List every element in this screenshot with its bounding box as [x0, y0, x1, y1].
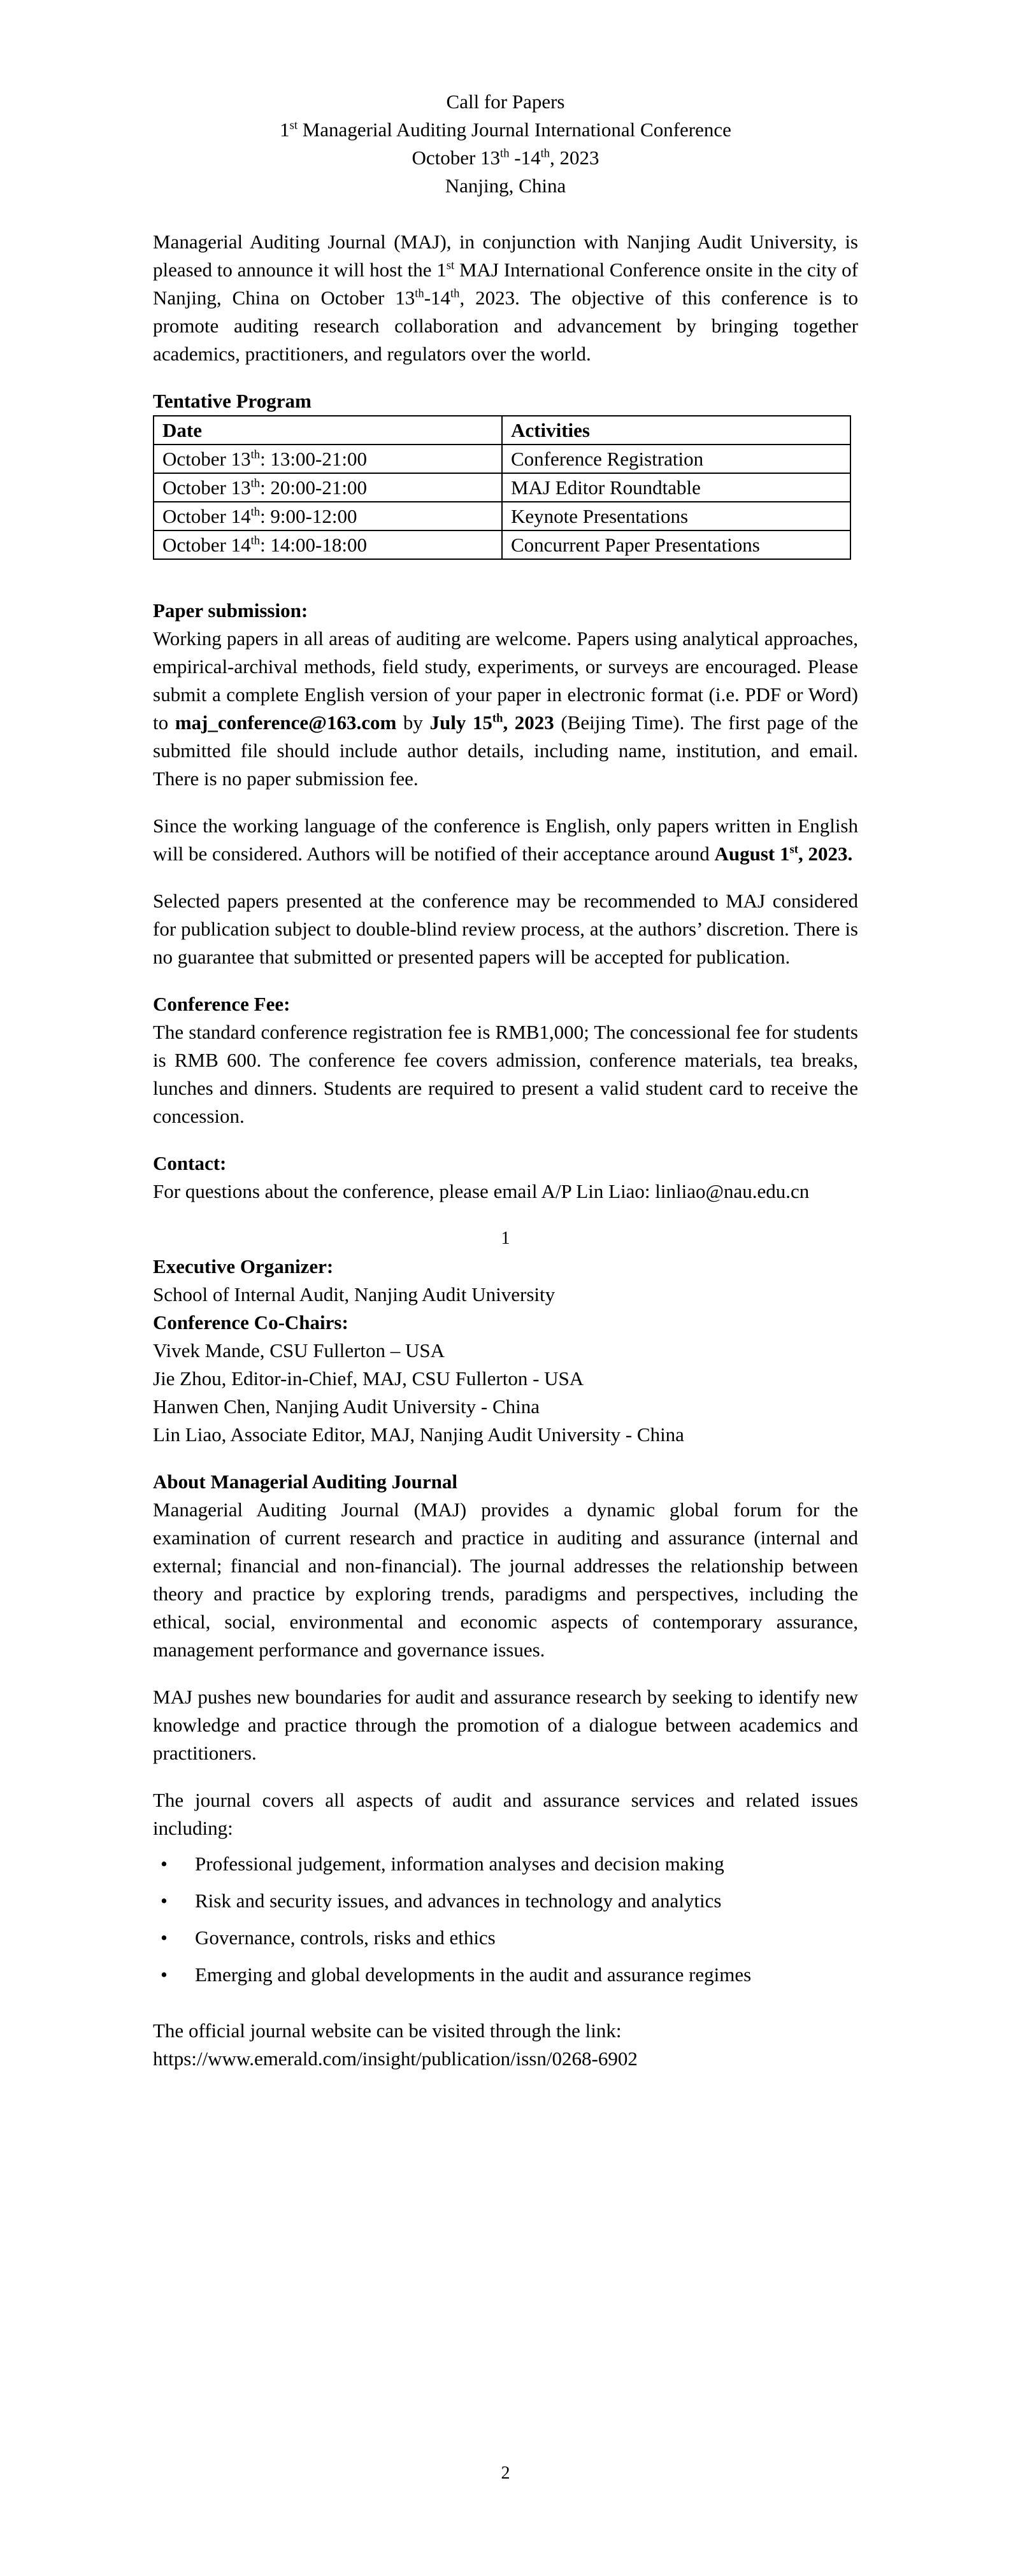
cochair-line: Jie Zhou, Editor-in-Chief, MAJ, CSU Fullerton - USA: [153, 1367, 584, 1390]
about-heading: About Managerial Auditing Journal: [153, 1470, 457, 1493]
table-row: [154, 530, 850, 559]
doc-title: Call for Papers: [446, 90, 565, 113]
spacer: [153, 793, 858, 812]
spacer: [153, 560, 858, 597]
spacer: [153, 200, 858, 228]
program-date-cell: October 13th: 20:00-21:00: [154, 473, 502, 502]
paper-submission-paragraph: Working papers in all areas of auditing are welcome. Papers using analytical approaches, empirical-archival methods, field study, experiments, or surveys are encouraged. Please submit a complete English version of your paper in electronic format (i.e. PDF or Word) to maj_conference@163.com by July 15th, 2023 (Beijing Time). The first page of the submitted file should include author details, including name, institution, and email. There is no paper submission fee.: [153, 627, 859, 790]
contact-heading: Contact:: [153, 1152, 227, 1174]
bullet-item: • Professional judgement, information analyses and decision making: [153, 1850, 858, 1878]
program-activity-cell: Conference Registration: [502, 445, 850, 473]
column-header-date: Date: [154, 416, 502, 445]
spacer: [153, 971, 858, 990]
bullet-item: • Emerging and global developments in the audit and assurance regimes: [153, 1961, 858, 1989]
paper-submission-heading: Paper submission:: [153, 599, 308, 622]
intro-paragraph: Managerial Auditing Journal (MAJ), in conjunction with Nanjing Audit University, is pleased to announce it will host the 1st MAJ International Conference onsite in the city of Nanjing, China on October 13th-14th, 2023. The objective of this conference is to promote auditing research collaboration and advancement by bringing together academics, practitioners, and regulators over the world.: [153, 231, 858, 365]
cochair-line: Hanwen Chen, Nanjing Audit University - China: [153, 1395, 540, 1418]
program-table: [153, 415, 851, 560]
cochair-line: Lin Liao, Associate Editor, MAJ, Nanjing Audit University - China: [153, 1423, 684, 1446]
language-paragraph: Since the working language of the conference is English, only papers written in English will be considered. Authors will be notified of their acceptance around August 1st, 2023.: [153, 815, 858, 865]
program-date-cell: October 14th: 9:00-12:00: [154, 502, 502, 530]
website-intro-line: The official journal website can be visited through the link:: [153, 2019, 622, 2042]
contact-paragraph: For questions about the conference, please email A/P Lin Liao: linliao@nau.edu.cn: [153, 1180, 810, 1202]
about-paragraph-3: The journal covers all aspects of audit and assurance services and related issues including:: [153, 1789, 858, 1839]
executive-organizer-heading: Executive Organizer:: [153, 1255, 334, 1277]
spacer: [153, 1206, 858, 1225]
doc-date-line: October 13th -14th, 2023: [412, 146, 599, 169]
executive-organizer-line: School of Internal Audit, Nanjing Audit University: [153, 1283, 556, 1306]
spacer: [153, 1130, 858, 1149]
doc-subtitle: 1st Managerial Auditing Journal International Conference: [280, 118, 731, 141]
table-row: [154, 502, 850, 530]
bullet-item: • Risk and security issues, and advances in technology and analytics: [153, 1887, 858, 1915]
bullet-item: • Governance, controls, risks and ethics: [153, 1924, 858, 1952]
page-number-2: 2: [501, 2463, 510, 2483]
spacer: [153, 868, 858, 887]
spacer: [153, 1767, 858, 1786]
cochairs-heading: Conference Co-Chairs:: [153, 1311, 348, 1334]
conference-fee-paragraph: The standard conference registration fee is RMB1,000; The concessional fee for students is RMB 600. The conference fee covers admission, conference materials, tea breaks, lunches and dinners. Students are required to present a valid student card to receive the concession.: [153, 1021, 858, 1127]
about-paragraph-1: Managerial Auditing Journal (MAJ) provides a dynamic global forum for the examination of current research and practice in auditing and assurance (internal and external; financial and non-financial). The journal addresses the relationship between theory and practice by exploring trends, paradigms and perspectives, including the ethical, social, environmental and economic aspects of contemporary assurance, management performance and governance issues.: [153, 1498, 858, 1661]
doc-location-line: Nanjing, China: [445, 174, 566, 197]
program-date-cell: October 14th: 14:00-18:00: [154, 530, 502, 559]
table-row: [154, 473, 850, 502]
spacer: [153, 1989, 858, 2017]
spacer: [153, 1842, 858, 1850]
program-activity-cell: Concurrent Paper Presentations: [502, 530, 850, 559]
website-url: https://www.emerald.com/insight/publication/issn/0268-6902: [153, 2047, 638, 2070]
program-date-cell: October 13th: 13:00-21:00: [154, 445, 502, 473]
about-paragraph-2: MAJ pushes new boundaries for audit and assurance research by seeking to identify new knowledge and practice through the promotion of a dialogue between academics and practitioners.: [153, 1686, 858, 1764]
table-row: [154, 445, 850, 473]
spacer: [153, 368, 858, 387]
column-header-activities: Activities: [502, 416, 850, 445]
program-activity-cell: Keynote Presentations: [502, 502, 850, 530]
spacer: [153, 1449, 858, 1468]
program-heading: Tentative Program: [153, 390, 312, 412]
topics-list: [153, 1850, 858, 1989]
program-activity-cell: MAJ Editor Roundtable: [502, 473, 850, 502]
page-number-1: 1: [501, 1228, 510, 1248]
conference-fee-heading: Conference Fee:: [153, 993, 290, 1015]
spacer: [153, 1664, 858, 1683]
selected-papers-paragraph: Selected papers presented at the conference may be recommended to MAJ considered for publication subject to double-blind review process, at the authors’ discretion. There is no guarantee that submitted or presented papers will be accepted for publication.: [153, 890, 858, 968]
cochair-line: Vivek Mande, CSU Fullerton – USA: [153, 1339, 445, 1362]
table-header-row: [154, 416, 850, 445]
